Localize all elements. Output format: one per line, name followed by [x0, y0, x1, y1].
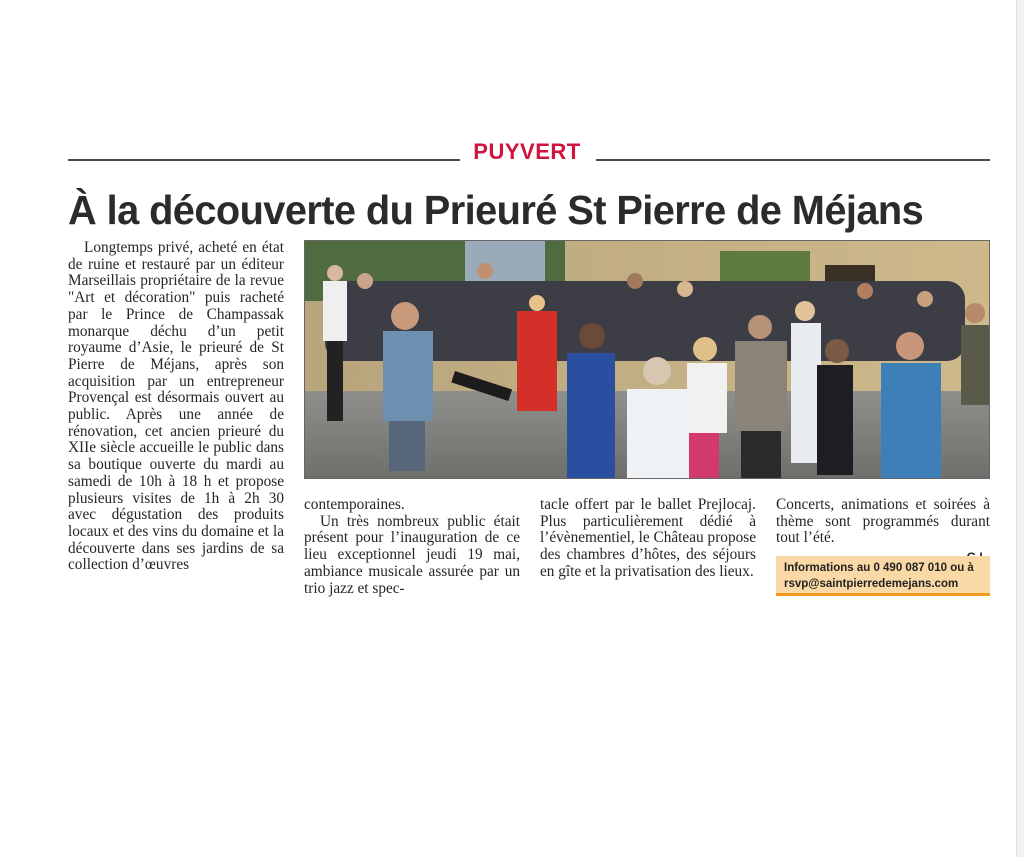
kicker-label: PUYVERT — [473, 139, 581, 164]
crowd-photo-illustration — [305, 241, 990, 479]
article-column-3 — [540, 497, 756, 581]
section-header — [68, 140, 990, 164]
article-column-1 — [68, 240, 284, 574]
paragraph-intro: Longtemps privé, acheté en état de ruine et restauré par un éditeur Marseillais propriétaire de la revue "Art et décoration" puis racheté par le Prince de Champassak monarque déchu d’un petit royaume d’Asie, le prieuré de St Pierre de Méjans, après son acquisition par un entrepreneur Provençal est désormais ouvert au public. Après une année de rénovation, cet ancien prieuré du XIIe siècle accueille le public dans sa boutique ouverte du mardi au samedi de 10h à 18 h et propose plusieurs visites de 1h à 2h 30 avec dégustation des produits locaux et des vins du domaine et la découverte dans ses jardins de sa collection d’œuvres — [68, 239, 284, 574]
article-column-2 — [304, 497, 520, 597]
paragraph-events: Concerts, animations et soirées à thème sont programmés durant tout l’été. — [776, 496, 990, 547]
rule-right — [596, 159, 990, 161]
page-edge — [1016, 0, 1024, 857]
paragraph-chateau: tacle offert par le ballet Prejlocaj. Plus particulièrement dédié à l’évènementiel, le Château propose des chambres d’hôtes, des séjours en gîte et la privatisation des lieux. — [540, 496, 756, 580]
paragraph-inauguration: Un très nombreux public était présent pour l’inauguration de ce lieu exceptionnel jeudi 19 mai, ambiance musicale assurée par un trio jazz et spec- — [304, 512, 520, 597]
info-phone: Informations au 0 490 087 010 ou à — [784, 562, 974, 574]
rule-left — [68, 159, 460, 161]
info-box — [776, 556, 990, 596]
article-headline: À la découverte du Prieuré St Pierre de Méjans — [68, 187, 924, 233]
paragraph-continuation: contemporaines. — [304, 496, 405, 513]
info-email: rsvp@saintpierredemejans.com — [784, 578, 959, 590]
event-photo — [304, 240, 990, 479]
